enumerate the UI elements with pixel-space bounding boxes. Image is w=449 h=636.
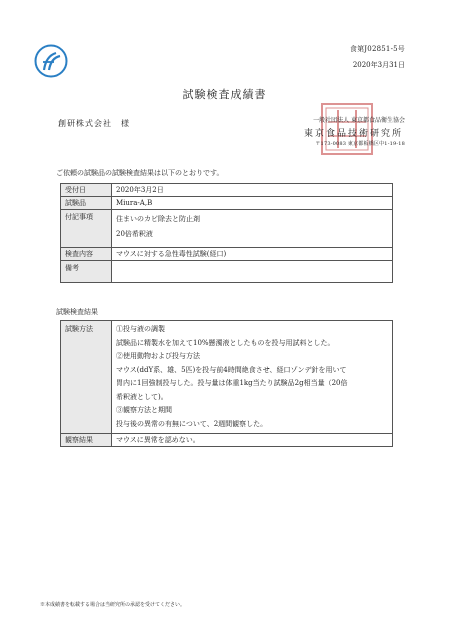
note-line: 住まいのカビ除去と防止剤 — [116, 215, 200, 223]
method-line: 胃内に1回強制投与した。投与量は体重1kg当たり試験品2g相当量（20倍 — [116, 379, 348, 387]
row-label: 試験品 — [61, 197, 112, 210]
table-row — [61, 248, 393, 261]
table-row — [61, 197, 393, 210]
document-number: 食第J02851-5号 — [349, 45, 405, 53]
issue-date: 2020年3月31日 — [352, 61, 405, 69]
footer-note: ※本成績書を転載する場合は当研究所の承認を受けてください。 — [40, 602, 186, 608]
row-label: 備考 — [61, 261, 112, 283]
method-line: 希釈液として)。 — [116, 392, 168, 401]
method-line: 試験品に精製水を加えて10%懸濁液としたものを投与用試料とした。 — [116, 338, 335, 347]
row-label: 検査内容 — [61, 248, 112, 261]
method-label: 試験方法 — [61, 321, 112, 434]
institute-logo-icon — [34, 44, 68, 78]
method-line: 投与後の異常の有無について、2週間観察した。 — [116, 419, 268, 428]
table-row — [61, 261, 393, 283]
table-row — [61, 434, 393, 447]
method-line: ①投与液の調製 — [116, 325, 165, 333]
table-row — [61, 210, 393, 248]
intro-text: ご依頼の試験品の試験検査結果は以下のとおりです。 — [56, 169, 224, 177]
row-label: 受付日 — [61, 184, 112, 197]
issuer-institute: 東京食品技術研究所 — [303, 129, 403, 139]
table-row — [61, 184, 393, 197]
note-line: 20倍希釈液 — [116, 230, 153, 238]
issuer-association: 一般社団法人 東京都食品衛生協会 — [313, 117, 405, 124]
table-row — [61, 321, 393, 434]
results-heading: 試験検査結果 — [56, 308, 98, 316]
method-line: マウス(ddY系、雄、5匹)を投与前4時間絶食させ、経口ゾンデ針を用いて — [116, 365, 347, 374]
row-value — [112, 210, 393, 248]
results-table — [60, 320, 393, 447]
method-line: ③観察方法と期間 — [116, 406, 172, 414]
sample-info-table — [60, 183, 393, 283]
page-title: 試験検査成績書 — [182, 88, 267, 101]
method-line: ②使用動物および投与方法 — [116, 352, 200, 360]
row-value: 2020年3月2日 — [112, 184, 393, 197]
issuer-address: 〒173-0083 東京都板橋区中1-19-18 — [315, 141, 405, 147]
row-value: Miura-A,B — [112, 197, 393, 210]
row-label: 付記事項 — [61, 210, 112, 248]
client-name: 創研株式会社 様 — [58, 119, 130, 128]
result-value: マウスに異常を認めない。 — [112, 434, 393, 447]
row-value: マウスに対する急性毒性試験(経口) — [112, 248, 393, 261]
method-content — [112, 321, 393, 434]
row-value — [112, 261, 393, 283]
result-label: 観察結果 — [61, 434, 112, 447]
